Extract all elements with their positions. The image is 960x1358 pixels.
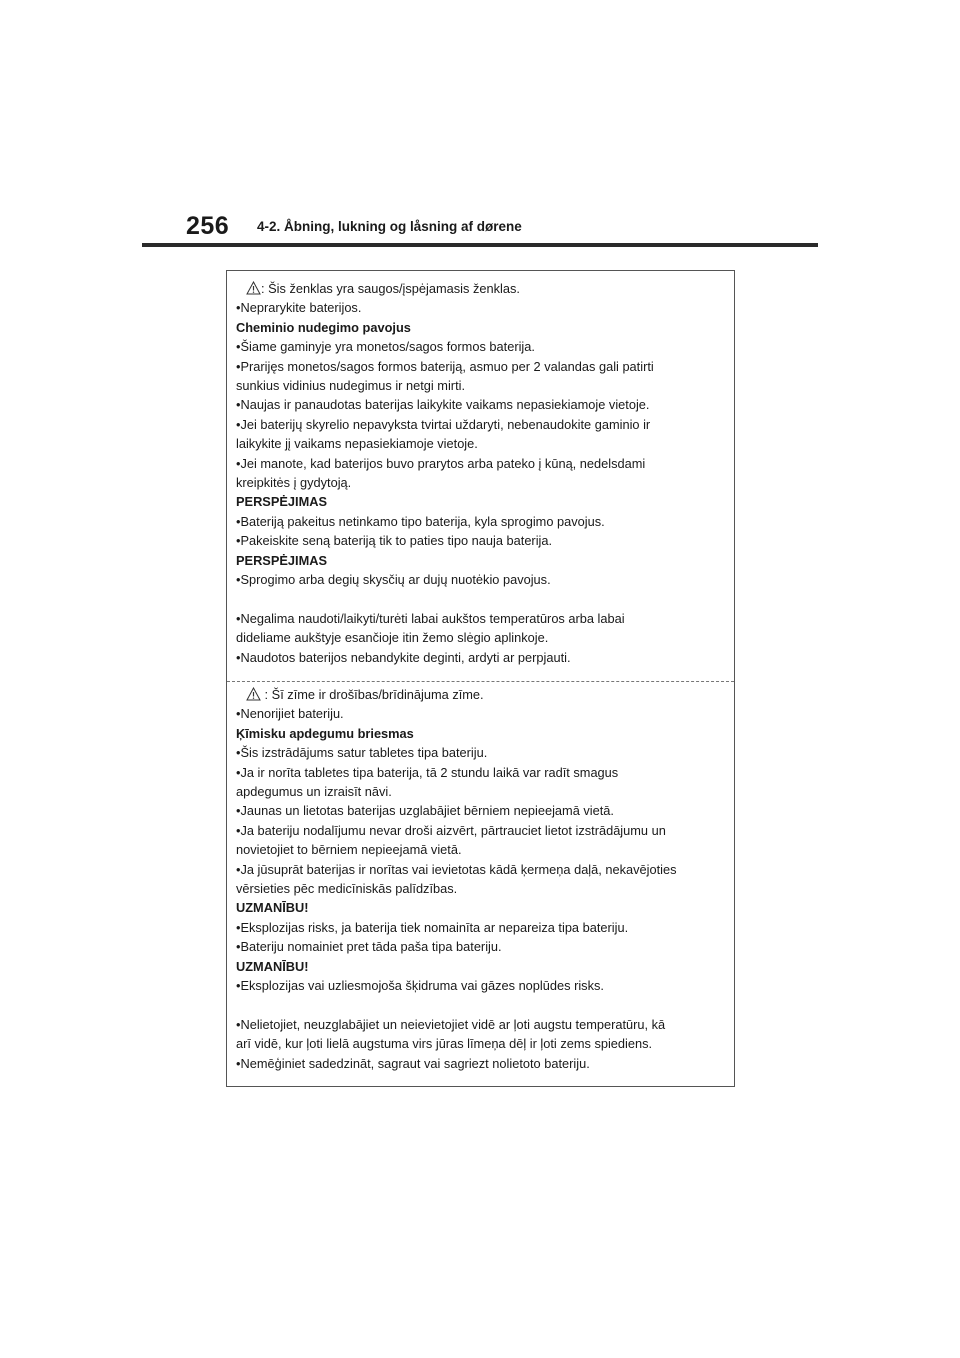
warning-line: •Jei manote, kad baterijos buvo prarytos arba pateko į kūną, nedelsdami: [236, 455, 646, 471]
warning-line: sunkius vidinius nudegimus ir netgi mirti.: [236, 378, 466, 394]
warning-heading: PERSPĖJIMAS: [236, 552, 328, 568]
warning-line: •Bateriju nomainiet pret tāda paša tipa bateriju.: [236, 939, 502, 955]
warning-line: •Ja jūsuprāt baterijas ir norītas vai ievietotas kādā ķermeņa daļā, nekavējoties: [236, 861, 677, 877]
warning-line: kreipkitės į gydytoją.: [236, 475, 352, 491]
section-divider: [227, 681, 734, 682]
warning-line: arī vidē, kur ļoti lielā augstuma virs jūras līmeņa dēļ ir ļoti zems spiediens.: [236, 1036, 653, 1052]
warning-line: •Šiame gaminyje yra monetos/sagos formos baterija.: [236, 339, 535, 355]
spacer: [236, 590, 726, 609]
warning-line: apdegumus un izraisīt nāvi.: [236, 784, 392, 800]
warning-line: •Jei baterijų skyrelio nepavyksta tvirtai uždaryti, nebenaudokite gaminio ir: [236, 416, 651, 432]
warning-intro: [236, 279, 726, 298]
warning-line: •Bateriją pakeitus netinkamo tipo baterija, kyla sprogimo pavojus.: [236, 513, 605, 529]
warning-intro-text: : Šis ženklas yra saugos/įspėjamasis ženklas.: [261, 281, 520, 296]
warning-line: •Eksplozijas vai uzliesmojoša šķidruma vai gāzes noplūdes risks.: [236, 978, 604, 994]
warning-line: novietojiet to bērniem nepieejamā vietā.: [236, 842, 462, 858]
warning-line: •Ja bateriju nodalījumu nevar droši aizvērt, pārtrauciet lietot izstrādājumu un: [236, 822, 666, 838]
warning-line: •Eksplozijas risks, ja baterija tiek nomainīta ar nepareiza tipa bateriju.: [236, 919, 629, 935]
warning-heading: Cheminio nudegimo pavojus: [236, 319, 411, 335]
warning-heading: Ķīmisku apdegumu briesmas: [236, 725, 414, 741]
warning-box: [226, 270, 735, 1087]
warning-line: •Naujas ir panaudotas baterijas laikykite vaikams nepasiekiamoje vietoje.: [236, 397, 650, 413]
warning-line: •Sprogimo arba degių skysčių ar dujų nuotėkio pavojus.: [236, 572, 551, 588]
warning-line: •Neprarykite baterijos.: [236, 300, 362, 316]
warning-intro-text: : Šī zīme ir drošības/brīdinājuma zīme.: [261, 687, 484, 702]
warning-line: •Nelietojiet, neuzglabājiet un neievietojiet vidē ar ļoti augstu temperatūru, kā: [236, 1016, 666, 1032]
warning-line: •Šis izstrādājums satur tabletes tipa bateriju.: [236, 745, 488, 761]
warning-line: •Negalima naudoti/laikyti/turėti labai aukštos temperatūros arba labai: [236, 610, 625, 626]
warning-heading: PERSPĖJIMAS: [236, 494, 328, 510]
latvian-warning-block: [236, 685, 726, 1073]
warning-line: vērsieties pēc medicīniskās palīdzības.: [236, 881, 458, 897]
lithuanian-warning-block: [236, 279, 726, 667]
warning-line: •Jaunas un lietotas baterijas uzglabājiet bērniem nepieejamā vietā.: [236, 803, 614, 819]
warning-line: •Naudotos baterijos nebandykite deginti, ardyti ar perpjauti.: [236, 649, 571, 665]
section-title: 4-2. Åbning, lukning og låsning af dørene: [257, 219, 522, 234]
warning-line: •Nemēģiniet sadedzināt, sagraut vai sagriezt nolietoto bateriju.: [236, 1055, 590, 1071]
warning-line: •Nenorijiet bateriju.: [236, 706, 344, 722]
warning-line: •Pakeiskite seną bateriją tik to paties tipo nauja baterija.: [236, 533, 553, 549]
warning-line: dideliame aukštyje esančioje itin žemo slėgio aplinkoje.: [236, 630, 549, 646]
warning-heading: UZMANĪBU!: [236, 900, 309, 916]
spacer: [236, 996, 726, 1015]
warning-triangle-icon: [246, 687, 261, 701]
warning-line: •Ja ir norīta tabletes tipa baterija, tā 2 stundu laikā var radīt smagus: [236, 764, 619, 780]
warning-line: laikykite jį vaikams nepasiekiamoje vietoje.: [236, 436, 478, 452]
warning-heading: UZMANĪBU!: [236, 958, 309, 974]
page-number: 256: [186, 212, 230, 240]
warning-intro: [236, 685, 726, 704]
warning-line: •Prarijęs monetos/sagos formos bateriją, asmuo per 2 valandas gali patirti: [236, 358, 654, 374]
header-rule: [142, 243, 818, 247]
warning-triangle-icon: [246, 281, 261, 295]
